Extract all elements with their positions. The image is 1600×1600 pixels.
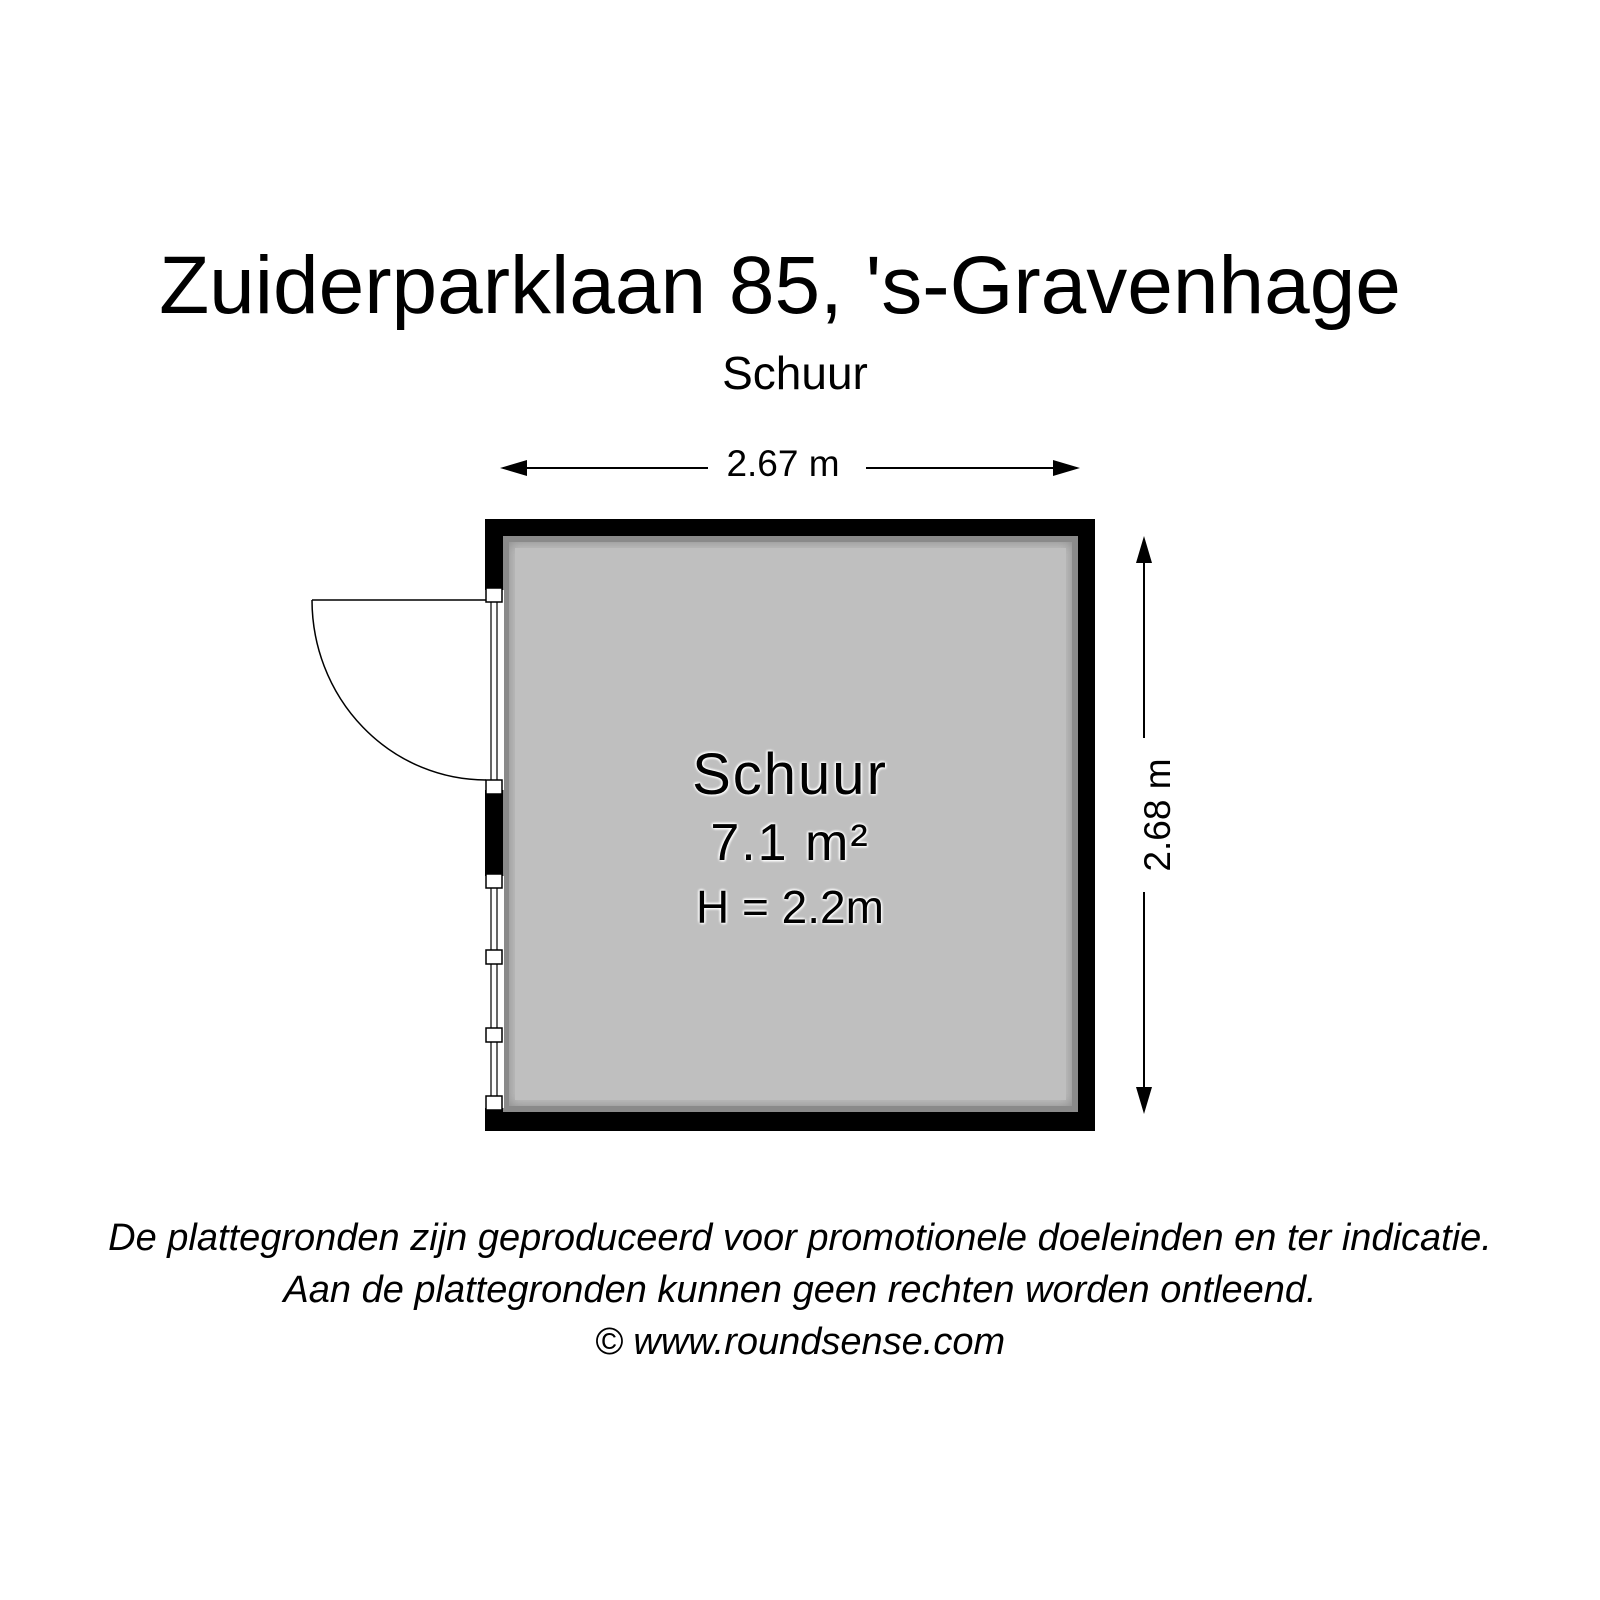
width-dimension-label: 2.67 m bbox=[708, 442, 858, 486]
door-swing-arc bbox=[312, 600, 486, 780]
depth-dimension-label: 2.68 m bbox=[1136, 740, 1180, 890]
room-area-label: 7.1 m² bbox=[710, 814, 870, 872]
arrow-left-icon bbox=[500, 460, 527, 476]
arrow-right-icon bbox=[1053, 460, 1080, 476]
page-subtitle: Schuur bbox=[722, 347, 868, 399]
disclaimer-line-2: Aan de plattegronden kunnen geen rechten worden ontleend. bbox=[283, 1269, 1317, 1311]
room-height-label: H = 2.2m bbox=[696, 881, 884, 933]
arrow-up-icon bbox=[1136, 536, 1152, 563]
door bbox=[312, 588, 504, 794]
room-name-label: Schuur bbox=[692, 742, 888, 807]
copyright-line: © www.roundsense.com bbox=[594, 1321, 1006, 1363]
arrow-down-icon bbox=[1136, 1087, 1152, 1114]
window bbox=[484, 874, 504, 1110]
disclaimer bbox=[0, 1212, 1600, 1368]
page-title: Zuiderparklaan 85, 's-Gravenhage bbox=[159, 240, 1401, 331]
disclaimer-line-1: De plattegronden zijn geproduceerd voor promotionele doeleinden en ter indicatie. bbox=[108, 1217, 1492, 1259]
